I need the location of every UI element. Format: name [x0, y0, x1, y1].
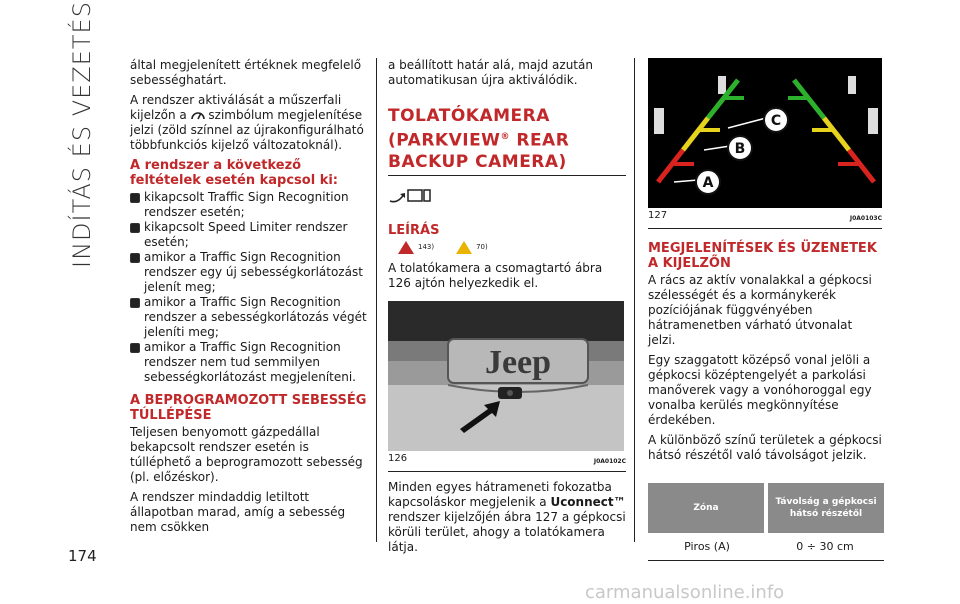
paragraph: Teljesen benyomott gázpedállal bekapcsolt rendszer esetén is túlléphető a beprogramozott sebesség (pl. előzéskor).	[130, 425, 363, 484]
list-item: kikapcsolt Traffic Sign Recognition rendszer esetén;	[130, 190, 368, 220]
list-item: kikapcsolt Speed Limiter rendszer esetén;	[130, 220, 368, 250]
section-heading: A BEPROGRAMOZOTT SEBESSÉG TÚLLÉPÉSE	[130, 393, 367, 423]
camera-reverse-icon	[388, 186, 436, 206]
paragraph: A tolatókamera a csomagtartó ábra 126 ajtón helyezkedik el.	[388, 260, 603, 290]
figure-caption: 126 J0A0102C	[388, 451, 626, 472]
paragraph: Egy szaggatott középső vonal jelöli a gépkocsi középtengelyét a parkolási manőverek vagy a vonóhoroggal egy vonalba kerülés megkönnyítése érdekében.	[648, 353, 872, 427]
zone-label-b: B	[734, 141, 746, 157]
list-item: amikor a Traffic Sign Recognition rendszer a sebességkorlátozás végét jeleníti meg;	[130, 295, 368, 340]
column-divider	[634, 58, 635, 542]
heading-rule	[388, 175, 626, 176]
distance-zone-table	[648, 483, 884, 561]
figure-camera-display	[648, 58, 882, 208]
section-heading: MEGJELENÍTÉSEK ÉS ÜZENETEK A KIJELZŐN	[648, 241, 877, 271]
column-1	[130, 58, 368, 540]
zone-label-a: A	[702, 175, 714, 191]
page-number: 174	[68, 547, 97, 565]
column-2	[388, 58, 626, 560]
chapter-side-title: INDÍTÁS ÉS VEZETÉS	[68, 1, 96, 268]
bullet-icon	[130, 193, 140, 203]
paragraph: által megjelenített értéknek megfelelő sebességhatárt.	[130, 58, 362, 87]
bullet-icon	[130, 223, 140, 233]
paragraph: A különböző színű területek a gépkocsi hátsó részétől való távolságot jelzik.	[648, 433, 882, 462]
figure-tailgate-camera	[388, 301, 624, 451]
paragraph: A rendszer mindaddig letiltott állapotban marad, amíg a sebesség nem csökken	[130, 490, 346, 534]
speed-limiter-icon	[191, 109, 205, 121]
table-header: Távolság a gépkocsi hátsó részétől	[766, 483, 884, 533]
figure-caption: 127 J0A0103C	[648, 208, 882, 229]
camera-guidelines-image	[648, 58, 882, 208]
bullet-icon	[130, 253, 140, 263]
bullet-icon	[130, 298, 140, 308]
table-row	[648, 533, 884, 561]
chapter-heading: TOLATÓKAMERA (PARKVIEW® REAR BACKUP CAMERA)	[388, 106, 570, 172]
table-cell: Piros (A)	[648, 533, 766, 561]
svg-text:Jeep: Jeep	[484, 343, 552, 381]
section-heading: LEÍRÁS	[388, 222, 440, 238]
paragraph: A rács az aktív vonalakkal a gépkocsi szélességét és a kormánykerék pozíciójának függvényében hátramenetben várható útvonalat jelzi.	[648, 273, 872, 347]
list-item: amikor a Traffic Sign Recognition rendszer nem tud semmilyen sebességkorlátozást megjeleníteni.	[130, 340, 368, 385]
column-divider	[376, 58, 377, 542]
zone-label-c: C	[770, 113, 782, 129]
list-item: amikor a Traffic Sign Recognition rendszer egy új sebességkorlátozást jelenít meg;	[130, 250, 368, 295]
warning-references: 143) 70)	[398, 240, 626, 255]
paragraph: Minden egyes hátrameneti fokozatba kapcsoláskor megjelenik a Uconnect™ rendszer kijelzőjén ábra 127 a gépkocsi körüli terület, ahogy a tolatókamera látja.	[388, 479, 626, 554]
watermark: carmanualsonline.info	[585, 582, 785, 603]
caution-triangle-icon	[456, 241, 472, 254]
paragraph: A rendszer aktiválását a műszerfali kijelzőn a szimbólum megjelenítése jelzi (zöld színnel az újrakonfigurálható többfunkciós kijelző változatoknál).	[130, 93, 364, 152]
tailgate-image	[388, 301, 624, 451]
bullet-icon	[130, 343, 140, 353]
table-cell: 0 ÷ 30 cm	[766, 533, 884, 561]
section-heading: A rendszer a következő feltételek esetén kapcsol ki:	[130, 158, 338, 188]
paragraph: a beállított határ alá, majd azután automatikusan újra aktiválódik.	[388, 58, 593, 87]
warning-triangle-icon	[398, 241, 414, 254]
table-header: Zóna	[648, 483, 766, 533]
column-3	[648, 58, 882, 561]
